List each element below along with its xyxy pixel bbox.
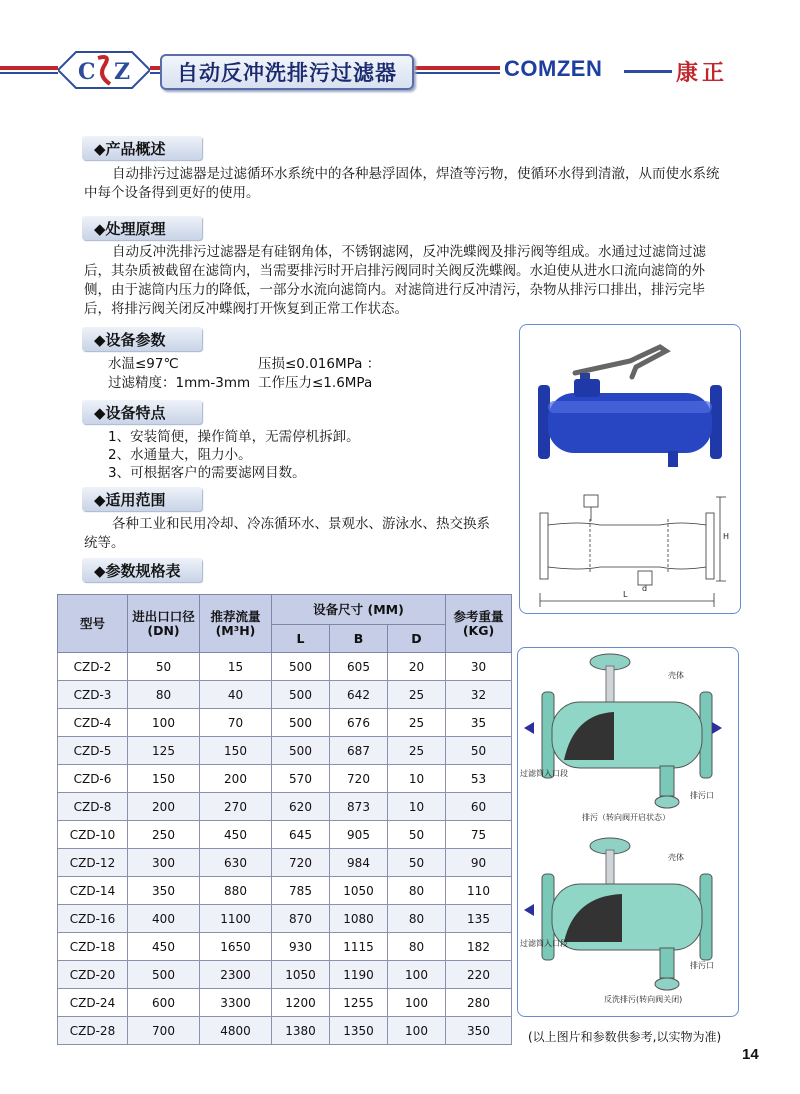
table-cell: 200	[128, 793, 200, 821]
table-cell: 870	[272, 905, 330, 933]
th-L: L	[272, 625, 330, 653]
dim-label-h: H	[723, 532, 730, 541]
principle-text: 自动反冲洗排污过滤器是有硅钢角体，不锈钢滤网，反冲洗蝶阀及排污阀等组成。水通过过滤筒过滤后，其杂质被截留在滤筒内，当需要排污时开启排污阀同时关阀反洗蝶阀。水迫使从进水口流向滤筒的外侧，由于滤筒内压力的降低，一部分水流向滤筒内。对滤筒进行反冲清污，杂物从排污口排出，排污完毕后，将排污阀关闭反冲蝶阀打开恢复到正常工作状态。	[84, 244, 706, 317]
table-cell: 32	[446, 681, 512, 709]
table-cell: 2300	[200, 961, 272, 989]
dimension-drawing	[540, 495, 726, 607]
table-cell: 80	[388, 905, 446, 933]
footer-note: (以上图片和参数供参考,以实物为准)	[528, 1030, 722, 1044]
table-cell: 642	[330, 681, 388, 709]
table-cell: 40	[200, 681, 272, 709]
param-water-temp: 水温≤97℃	[108, 356, 179, 372]
th-model: 型号	[58, 595, 128, 653]
table-cell: 80	[388, 877, 446, 905]
table-cell: 500	[272, 737, 330, 765]
feature-item: 1、安装简便，操作简单，无需停机拆卸。	[108, 429, 360, 445]
section-heading-scope: ◆适用范围	[82, 487, 202, 511]
table-cell: CZD-3	[58, 681, 128, 709]
section-heading-principle: ◆处理原理	[82, 216, 202, 240]
table-cell: 500	[272, 653, 330, 681]
table-cell: 450	[128, 933, 200, 961]
table-cell: 984	[330, 849, 388, 877]
table-cell: 50	[388, 821, 446, 849]
logo-letter-c: C	[78, 59, 96, 85]
table-cell: 10	[388, 793, 446, 821]
table-row	[58, 709, 512, 737]
scope-text: 各种工业和民用冷却、冷冻循环水、景观水、游泳水、热交换系统等。	[84, 516, 490, 551]
table-row	[58, 961, 512, 989]
table-cell: 100	[388, 1017, 446, 1045]
table-cell: 4800	[200, 1017, 272, 1045]
table-cell: 100	[388, 961, 446, 989]
th-weight: 参考重量(KG)	[446, 595, 512, 653]
param-pressure-loss: 压损≤0.016MPa ：	[258, 356, 381, 372]
table-cell: CZD-6	[58, 765, 128, 793]
table-cell: 500	[272, 681, 330, 709]
table-row	[58, 877, 512, 905]
product-photo-and-drawing	[520, 325, 741, 614]
table-cell: 700	[128, 1017, 200, 1045]
table-cell: CZD-14	[58, 877, 128, 905]
table-cell: 1350	[330, 1017, 388, 1045]
operation-diagrams	[518, 648, 739, 1017]
table-cell: 182	[446, 933, 512, 961]
table-cell: 100	[128, 709, 200, 737]
table-cell: 350	[128, 877, 200, 905]
brand-separator	[624, 70, 672, 73]
th-B: B	[330, 625, 388, 653]
table-cell: 880	[200, 877, 272, 905]
table-cell: CZD-28	[58, 1017, 128, 1045]
table-cell: 150	[200, 737, 272, 765]
table-cell: 500	[128, 961, 200, 989]
table-cell: CZD-16	[58, 905, 128, 933]
section-heading-params: ◆设备参数	[82, 327, 202, 351]
table-row	[58, 653, 512, 681]
th-flow: 推荐流量(M³H)	[200, 595, 272, 653]
table-cell: 250	[128, 821, 200, 849]
table-cell: 50	[388, 849, 446, 877]
company-logo	[58, 44, 150, 96]
table-cell: 100	[388, 989, 446, 1017]
page-title: 自动反冲洗排污过滤器	[177, 61, 397, 85]
table-cell: 1080	[330, 905, 388, 933]
table-cell: 30	[446, 653, 512, 681]
table-cell: CZD-8	[58, 793, 128, 821]
table-cell: 687	[330, 737, 388, 765]
table-row	[58, 849, 512, 877]
table-row	[58, 905, 512, 933]
section-heading-overview: ◆产品概述	[82, 136, 202, 160]
table-cell: 645	[272, 821, 330, 849]
label-drain-1: 排污口	[690, 791, 714, 800]
table-cell: 220	[446, 961, 512, 989]
table-row	[58, 821, 512, 849]
table-cell: CZD-18	[58, 933, 128, 961]
feature-item: 2、水通量大，阻力小。	[108, 447, 252, 463]
diagram-drain-open	[524, 654, 722, 808]
feature-item: 3、可根据客户的需要滤网目数。	[108, 465, 306, 481]
th-dims: 设备尺寸 (MM)	[272, 595, 446, 625]
spec-table-body	[58, 653, 512, 1045]
table-cell: 930	[272, 933, 330, 961]
table-row	[58, 1017, 512, 1045]
table-cell: 15	[200, 653, 272, 681]
param-precision: 过滤精度：1mm-3mm	[108, 375, 251, 391]
table-row	[58, 793, 512, 821]
table-cell: 600	[128, 989, 200, 1017]
spec-table	[57, 594, 512, 1045]
table-cell: CZD-24	[58, 989, 128, 1017]
th-D: D	[388, 625, 446, 653]
table-cell: CZD-2	[58, 653, 128, 681]
table-cell: 150	[128, 765, 200, 793]
table-cell: 1115	[330, 933, 388, 961]
label-shell-2: 壳体	[668, 853, 684, 862]
table-cell: 25	[388, 681, 446, 709]
table-cell: CZD-20	[58, 961, 128, 989]
table-row	[58, 737, 512, 765]
table-cell: 200	[200, 765, 272, 793]
table-cell: 1190	[330, 961, 388, 989]
table-cell: 500	[272, 709, 330, 737]
label-inlet-1: 过滤筒入口段	[520, 769, 568, 778]
section-heading-spec-table: ◆参数规格表	[82, 558, 202, 582]
label-shell-1: 壳体	[668, 671, 684, 680]
table-cell: 25	[388, 737, 446, 765]
table-cell: 20	[388, 653, 446, 681]
operation-diagram-panel	[517, 647, 739, 1017]
table-row	[58, 933, 512, 961]
table-cell: 1650	[200, 933, 272, 961]
table-cell: 1050	[330, 877, 388, 905]
table-cell: 905	[330, 821, 388, 849]
table-cell: 70	[200, 709, 272, 737]
table-cell: 270	[200, 793, 272, 821]
overview-text: 自动排污过滤器是过滤循环水系统中的各种悬浮固体，焊渣等污物，使循环水得到清澈，从而使水系统中每个设备得到更好的使用。	[84, 166, 720, 201]
table-cell: 300	[128, 849, 200, 877]
table-cell: 3300	[200, 989, 272, 1017]
table-cell: 605	[330, 653, 388, 681]
table-cell: 280	[446, 989, 512, 1017]
table-cell: 450	[200, 821, 272, 849]
table-cell: 90	[446, 849, 512, 877]
table-cell: CZD-4	[58, 709, 128, 737]
table-cell: 53	[446, 765, 512, 793]
table-cell: 60	[446, 793, 512, 821]
table-cell: 1380	[272, 1017, 330, 1045]
table-row	[58, 681, 512, 709]
table-cell: 720	[330, 765, 388, 793]
table-cell: 873	[330, 793, 388, 821]
table-cell: 1255	[330, 989, 388, 1017]
brand-chinese: 康正	[676, 60, 729, 86]
section-heading-features: ◆设备特点	[82, 400, 202, 424]
label-inlet-2: 过滤筒入口段	[520, 939, 568, 948]
table-cell: 35	[446, 709, 512, 737]
th-inlet: 进出口口径(DN)	[128, 595, 200, 653]
table-cell: 350	[446, 1017, 512, 1045]
product-image-panel	[519, 324, 741, 614]
table-cell: 135	[446, 905, 512, 933]
table-cell: CZD-5	[58, 737, 128, 765]
table-cell: 785	[272, 877, 330, 905]
table-cell: 1200	[272, 989, 330, 1017]
logo-letter-z: Z	[114, 59, 131, 85]
table-cell: 720	[272, 849, 330, 877]
label-drain-2: 排污口	[690, 961, 714, 970]
table-cell: 676	[330, 709, 388, 737]
table-cell: 1100	[200, 905, 272, 933]
table-cell: 110	[446, 877, 512, 905]
table-cell: 50	[446, 737, 512, 765]
product-photo	[538, 347, 722, 467]
table-cell: 125	[128, 737, 200, 765]
table-cell: 620	[272, 793, 330, 821]
page-number: 14	[742, 1046, 759, 1063]
table-cell: CZD-10	[58, 821, 128, 849]
table-cell: 50	[128, 653, 200, 681]
brand-block	[500, 54, 800, 86]
table-cell: CZD-12	[58, 849, 128, 877]
dim-label-l: L	[623, 590, 628, 599]
table-cell: 570	[272, 765, 330, 793]
table-cell: 1050	[272, 961, 330, 989]
table-cell: 400	[128, 905, 200, 933]
brand-english: COMZEN	[504, 56, 603, 81]
caption-backwash: 反洗排污(转向阀关闭)	[604, 995, 683, 1004]
table-cell: 10	[388, 765, 446, 793]
table-cell: 25	[388, 709, 446, 737]
caption-drain-open: 排污（转向阀开启状态）	[582, 813, 670, 822]
table-row	[58, 989, 512, 1017]
param-work-pressure: 工作压力≤1.6MPa	[258, 375, 373, 391]
table-row	[58, 765, 512, 793]
table-cell: 630	[200, 849, 272, 877]
page-title-box	[160, 54, 414, 90]
table-cell: 80	[128, 681, 200, 709]
dim-label-d: d	[642, 584, 648, 593]
table-cell: 75	[446, 821, 512, 849]
table-cell: 80	[388, 933, 446, 961]
